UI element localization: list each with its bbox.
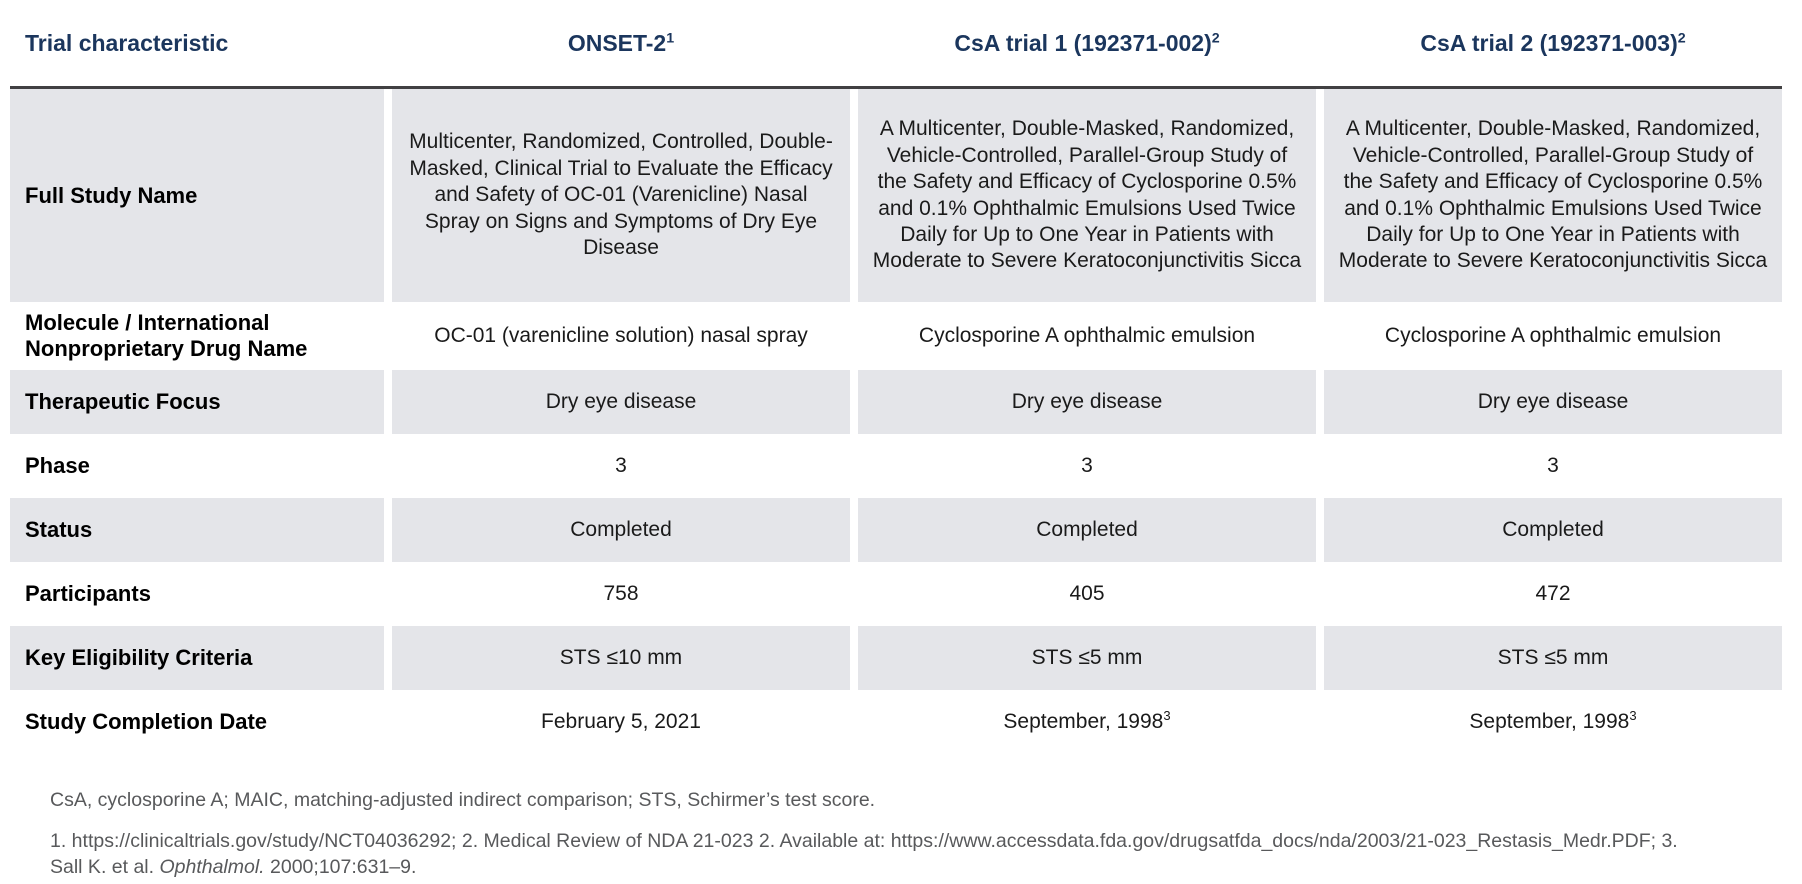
table-cell xyxy=(1324,498,1782,562)
row-label-text: Molecule / International Nonproprietary Drug Name xyxy=(25,310,308,361)
column-header-trial-characteristic xyxy=(10,30,384,56)
cell-text: Dry eye disease xyxy=(1011,389,1163,413)
cell-text: A Multicenter, Double-Masked, Randomized, Vehicle-Controlled, Parallel-Group Study of the Safety and Efficacy of Cyclosporine 0.5% and 0.1% Ophthalmic Emulsions Used Twice Daily for Up to One Year in Patients with Moderate to Severe Keratoconjunctivitis Sicca xyxy=(1338,117,1768,273)
column-header-label: ONSET-2 xyxy=(567,29,667,56)
footnote-abbreviations: CsA, cyclosporine A; MAIC, matching-adjusted indirect comparison; STS, Schirmer’s test score. xyxy=(50,788,876,811)
row-label xyxy=(10,626,384,690)
cell-text: STS ≤5 mm xyxy=(1497,645,1609,669)
row-label xyxy=(10,434,384,498)
table-row-phase xyxy=(10,434,1782,498)
table-header-row xyxy=(10,0,1782,86)
column-header-onset-2 xyxy=(392,30,850,56)
table-row-therapeutic-focus xyxy=(10,370,1782,434)
table-cell xyxy=(858,302,1316,370)
table-cell xyxy=(392,626,850,690)
row-label-text: Therapeutic Focus xyxy=(25,388,221,414)
trial-comparison-table xyxy=(10,0,1782,754)
column-header-superscript: 2 xyxy=(1211,30,1220,47)
cell-text: Cyclosporine A ophthalmic emulsion xyxy=(1384,323,1722,347)
column-header-superscript: 2 xyxy=(1677,30,1686,47)
table-cell xyxy=(392,370,850,434)
table-row-participants xyxy=(10,562,1782,626)
table-cell xyxy=(392,89,850,302)
cell-text: Multicenter, Randomized, Controlled, Double-Masked, Clinical Trial to Evaluate the Efficacy and Safety of OC-01 (Varenicline) Nasal Spray on Signs and Symptoms of Dry Eye Disease xyxy=(409,130,833,260)
footnote-references-text: 1. https://clinicaltrials.gov/study/NCT04036292; 2. Medical Review of NDA 21-023 2. Available at: https://www.accessdata.fda.gov/drugsatfda_docs/nda/2003/21-023_Restasis_Medr.PDF; 3. Sall K. et al. xyxy=(50,830,1678,879)
cell-text: 3 xyxy=(615,453,627,477)
table-cell xyxy=(858,370,1316,434)
table-cell xyxy=(858,562,1316,626)
row-label-text: Status xyxy=(25,516,93,542)
table-cell xyxy=(392,498,850,562)
table-cell xyxy=(1324,562,1782,626)
footnotes xyxy=(50,788,1802,881)
table-row-full-study-name xyxy=(10,89,1782,302)
row-label-text: Full Study Name xyxy=(25,182,198,208)
cell-text: February 5, 2021 xyxy=(541,709,701,733)
table-cell xyxy=(392,562,850,626)
cell-text: September, 1998$^3$ xyxy=(1003,707,1171,733)
cell-text: Cyclosporine A ophthalmic emulsion xyxy=(918,323,1256,347)
cell-text: Dry eye disease xyxy=(1477,389,1629,413)
table-cell xyxy=(1324,434,1782,498)
cell-text: Dry eye disease xyxy=(545,389,697,413)
table-cell xyxy=(858,89,1316,302)
cell-text: 3 xyxy=(1547,453,1559,477)
cell-text: A Multicenter, Double-Masked, Randomized, Vehicle-Controlled, Parallel-Group Study of the Safety and Efficacy of Cyclosporine 0.5% and 0.1% Ophthalmic Emulsions Used Twice Daily for Up to One Year in Patients with Moderate to Severe Keratoconjunctivitis Sicca xyxy=(872,117,1302,273)
cell-text: 758 xyxy=(603,581,639,605)
table-cell xyxy=(392,690,850,754)
cell-text: 405 xyxy=(1069,581,1105,605)
row-label xyxy=(10,370,384,434)
cell-text: 472 xyxy=(1535,581,1571,605)
table-cell xyxy=(392,302,850,370)
table-cell xyxy=(1324,690,1782,754)
table-cell xyxy=(392,434,850,498)
footnote-journal-name: Ophthalmol. xyxy=(159,856,265,879)
row-label xyxy=(10,302,384,370)
footnote-references-citation: 2000;107:631–9. xyxy=(264,856,417,879)
cell-text: STS ≤5 mm xyxy=(1031,645,1143,669)
cell-text: OC-01 (varenicline solution) nasal spray xyxy=(434,323,808,347)
cell-text: Completed xyxy=(570,517,672,541)
table-cell xyxy=(1324,626,1782,690)
table-row-completion-date xyxy=(10,690,1782,754)
row-label-text: Key Eligibility Criteria xyxy=(25,644,253,670)
column-header-label: CsA trial 1 (192371-002) xyxy=(954,29,1212,56)
cell-text: Completed xyxy=(1036,517,1138,541)
table-cell xyxy=(1324,89,1782,302)
column-header-label: CsA trial 2 (192371-003) xyxy=(1420,29,1678,56)
column-header-csa-trial-2 xyxy=(1324,30,1782,56)
footnote-references xyxy=(50,828,1700,880)
column-header-csa-trial-1 xyxy=(858,30,1316,56)
table-cell xyxy=(1324,302,1782,370)
table-row-molecule xyxy=(10,302,1782,370)
cell-text: Completed xyxy=(1502,517,1604,541)
table-cell xyxy=(858,626,1316,690)
row-label xyxy=(10,562,384,626)
row-label-text: Participants xyxy=(25,580,151,606)
table-row-status xyxy=(10,498,1782,562)
cell-text: 3 xyxy=(1081,453,1093,477)
cell-text: STS ≤10 mm xyxy=(559,645,683,669)
table-row-key-eligibility xyxy=(10,626,1782,690)
column-header-superscript: 1 xyxy=(666,30,675,47)
table-cell xyxy=(1324,370,1782,434)
table-cell xyxy=(858,434,1316,498)
row-label xyxy=(10,89,384,302)
table-cell xyxy=(858,690,1316,754)
column-header-label: Trial characteristic xyxy=(25,29,229,56)
row-label xyxy=(10,498,384,562)
row-label-text: Phase xyxy=(25,452,90,478)
row-label-text: Study Completion Date xyxy=(25,708,268,734)
cell-text: September, 1998$^3$ xyxy=(1469,707,1637,733)
table-cell xyxy=(858,498,1316,562)
row-label xyxy=(10,690,384,754)
